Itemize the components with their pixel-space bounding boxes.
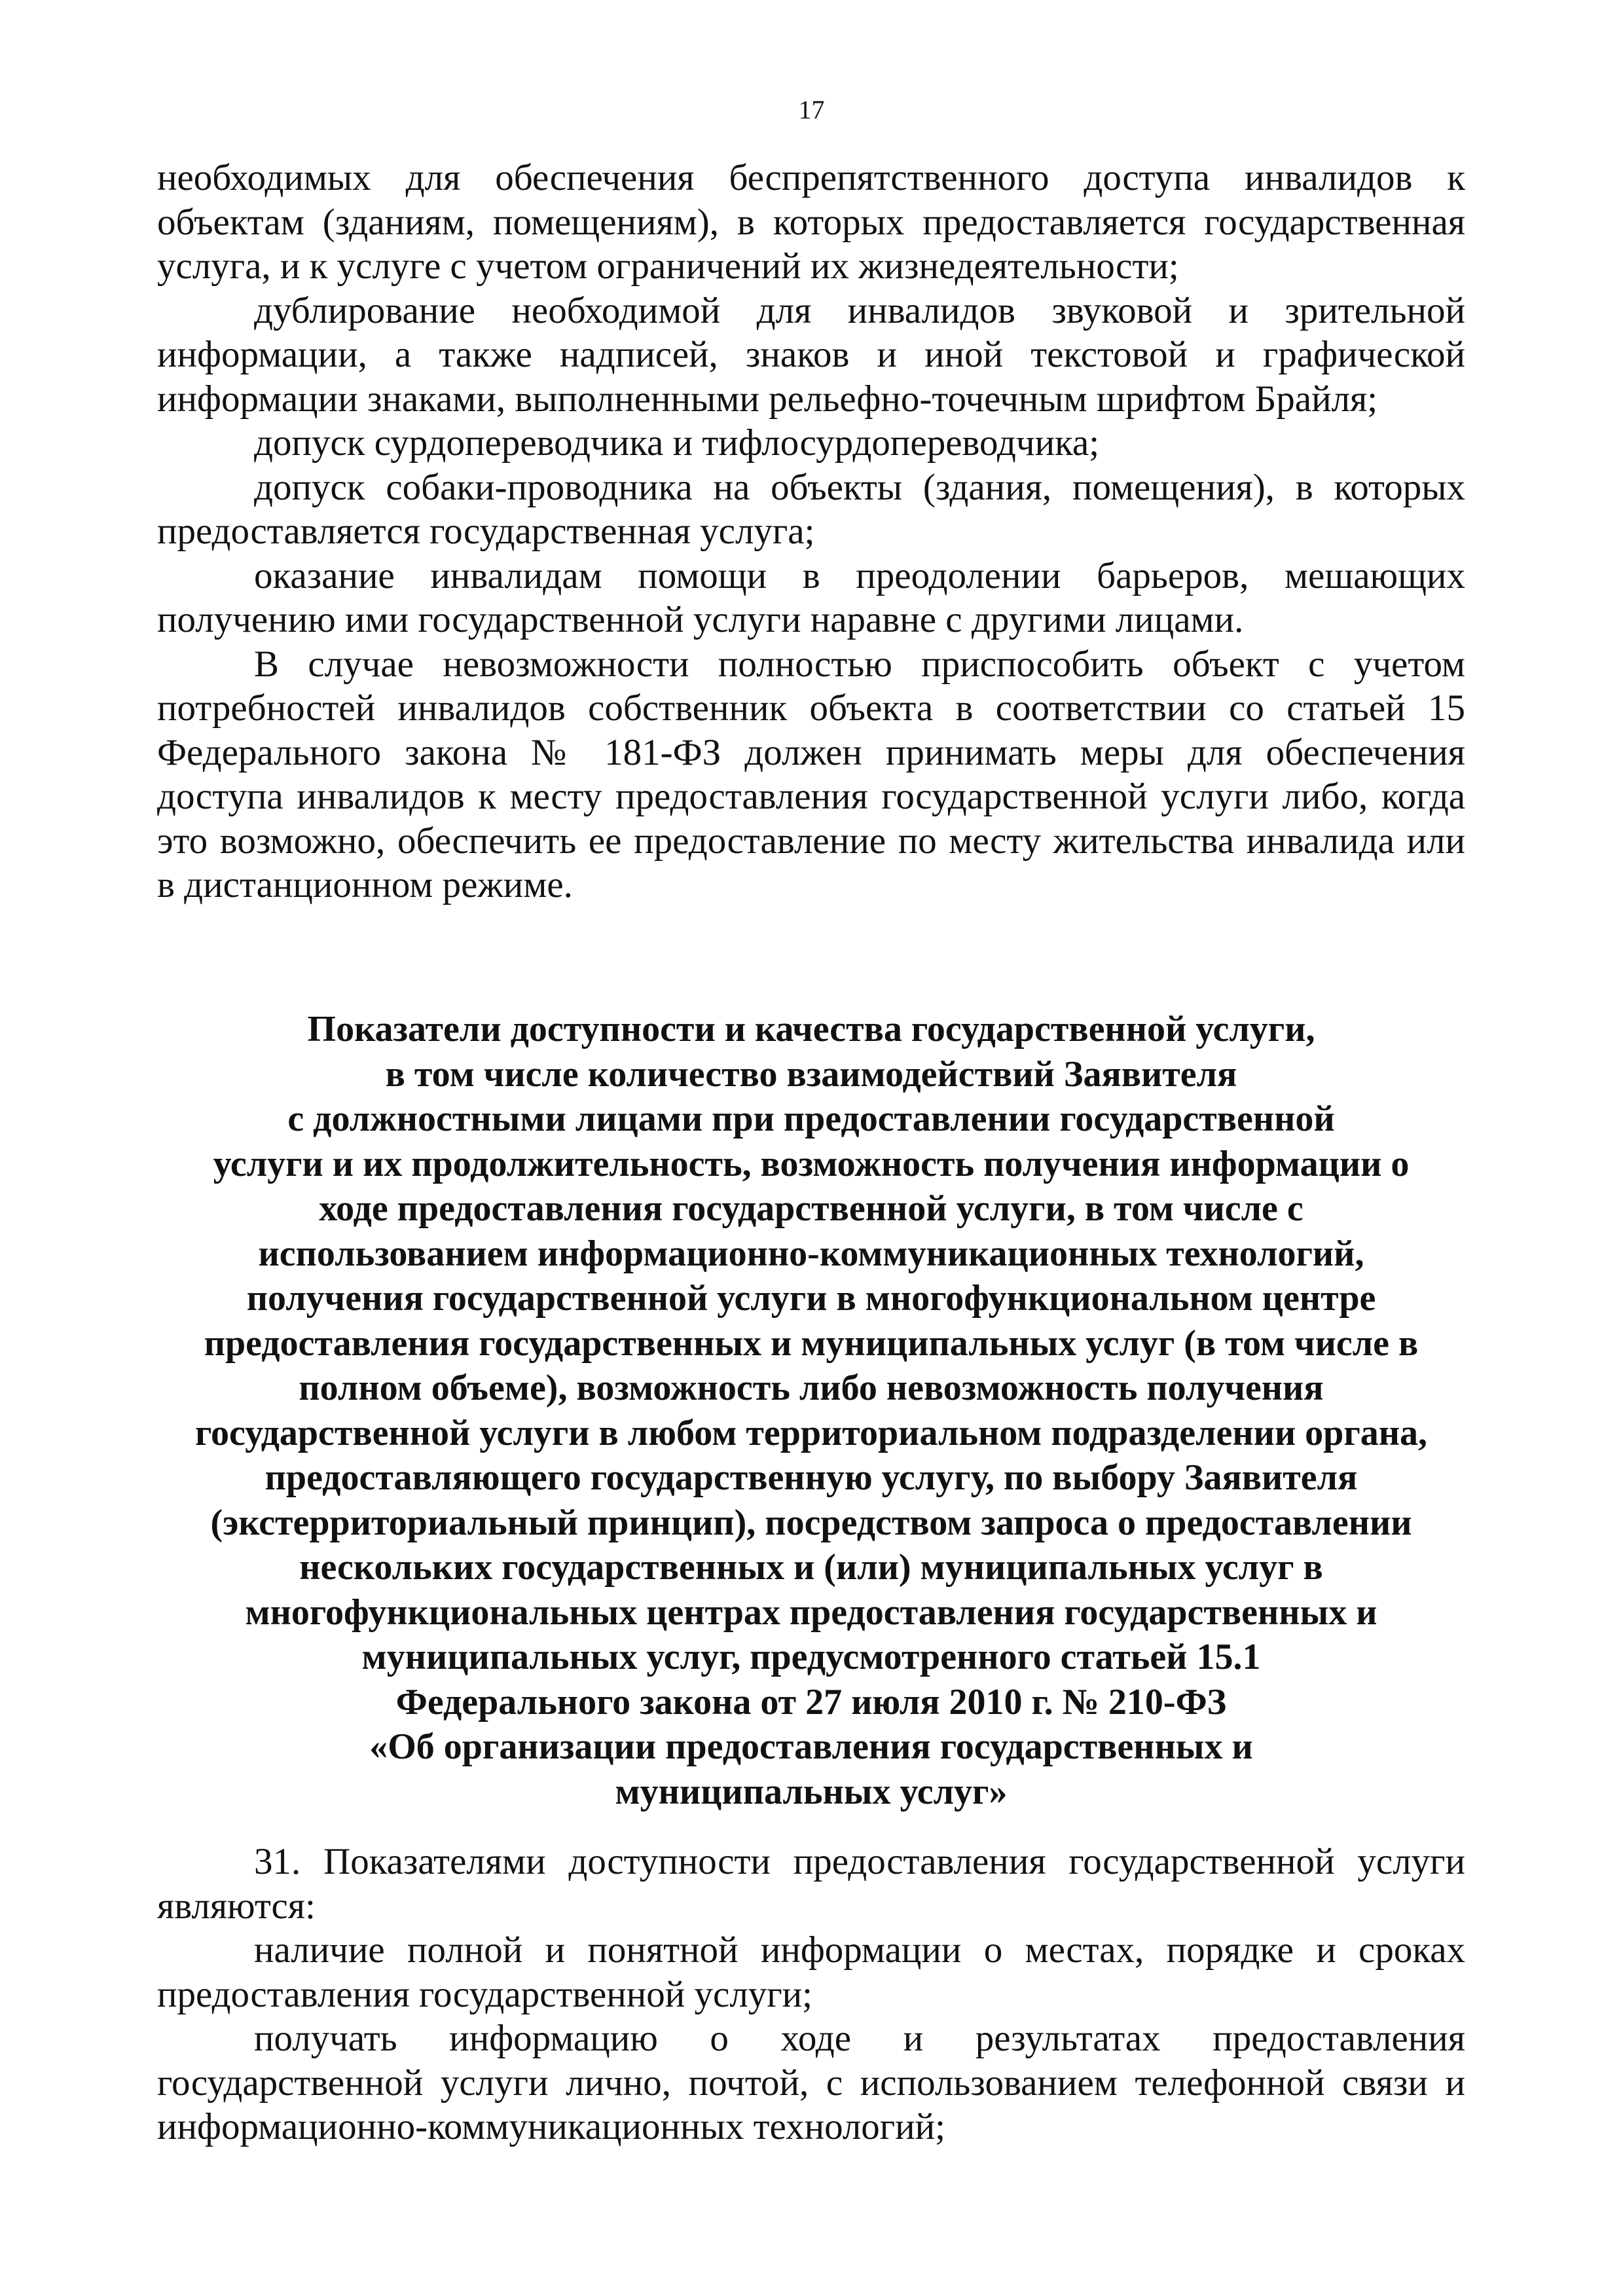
heading-line: «Об организации предоставления государственных и xyxy=(369,1726,1253,1767)
heading-line: государственной услуги в любом территориальном подразделении органа, xyxy=(194,1412,1428,1453)
heading-line: использованием информационно-коммуникационных технологий, xyxy=(258,1233,1364,1274)
paragraph-barrier-assistance: оказание инвалидам помощи в преодолении барьеров, мешающих получению ими государственной услуги наравне с другими лицами. xyxy=(157,555,1465,640)
heading-line: Федерального закона от 27 июля 2010 г. № 210-ФЗ xyxy=(395,1681,1227,1722)
paragraph-item-31: 31. Показателями доступности предоставления государственной услуги являются: xyxy=(157,1841,1465,1927)
paragraph-remote-service: В случае невозможности полностью приспособить объект с учетом потребностей инвалидов собственник объекта в соответствии со статьей 15 Федерального закона № 181-ФЗ должен принимать меры для обеспечения доступа инвалидов к месту предоставления государственной услуги либо, когда это возможно, обеспечить ее предоставление по месту жительства инвалида или в дистанционном режиме. xyxy=(157,643,1465,905)
heading-line: услуги и их продолжительность, возможность получения информации о xyxy=(213,1143,1410,1184)
paragraph-accessibility-conditions: необходимых для обеспечения беспрепятственного доступа инвалидов к объектам (зданиям, помещениям), в которых предоставляется государственная услуга, и к услуге с учетом ограничений их жизнедеятельности; xyxy=(157,157,1465,287)
heading-line: нескольких государственных и (или) муниципальных услуг в xyxy=(299,1547,1323,1588)
paragraph-complete-information: наличие полной и понятной информации о местах, порядке и сроках предоставления государственной услуги; xyxy=(157,1929,1465,2015)
heading-line: Показатели доступности и качества государственной услуги, xyxy=(307,1009,1315,1049)
paragraph-guide-dog: допуск собаки-проводника на объекты (здания, помещения), в которых предоставляется государственная услуга; xyxy=(157,466,1465,552)
paragraph-sign-interpreter: допуск сурдопереводчика и тифлосурдопереводчика; xyxy=(254,422,1100,464)
heading-line: (экстерриториальный принцип), посредством запроса о предоставлении xyxy=(210,1502,1412,1543)
page-number: 17 xyxy=(798,95,825,124)
section-heading xyxy=(157,1007,1465,1814)
paragraph-braille-duplication: дублирование необходимой для инвалидов звуковой и зрительной информации, а также надписей, знаков и иной текстовой и графической информации знаками, выполненными рельефно-точечным шрифтом Брайля; xyxy=(157,289,1465,420)
heading-line: предоставляющего государственную услугу, по выбору Заявителя xyxy=(264,1457,1358,1498)
top-text-block xyxy=(157,156,1465,907)
heading-line: в том числе количество взаимодействий Заявителя xyxy=(385,1053,1237,1095)
heading-line: многофункциональных центрах предоставления государственных и xyxy=(245,1592,1377,1633)
bottom-text-block xyxy=(157,1840,1465,2149)
heading-line: полном объеме), возможность либо невозможность получения xyxy=(299,1368,1324,1408)
heading-line: получения государственной услуги в многофункциональном центре xyxy=(246,1278,1376,1319)
heading-line: предоставления государственных и муниципальных услуг (в том числе в xyxy=(204,1322,1419,1364)
heading-line: с должностными лицами при предоставлении государственной xyxy=(287,1099,1335,1139)
heading-line: ходе предоставления государственной услуги, в том числе с xyxy=(319,1188,1304,1229)
heading-line: муниципальных услуг, предусмотренного статьей 15.1 xyxy=(361,1637,1261,1677)
paragraph-progress-information: получать информацию о ходе и результатах предоставления государственной услуги лично, почтой, с использованием телефонной связи и информационно-коммуникационных технологий; xyxy=(157,2018,1465,2147)
heading-line: муниципальных услуг» xyxy=(615,1771,1008,1812)
